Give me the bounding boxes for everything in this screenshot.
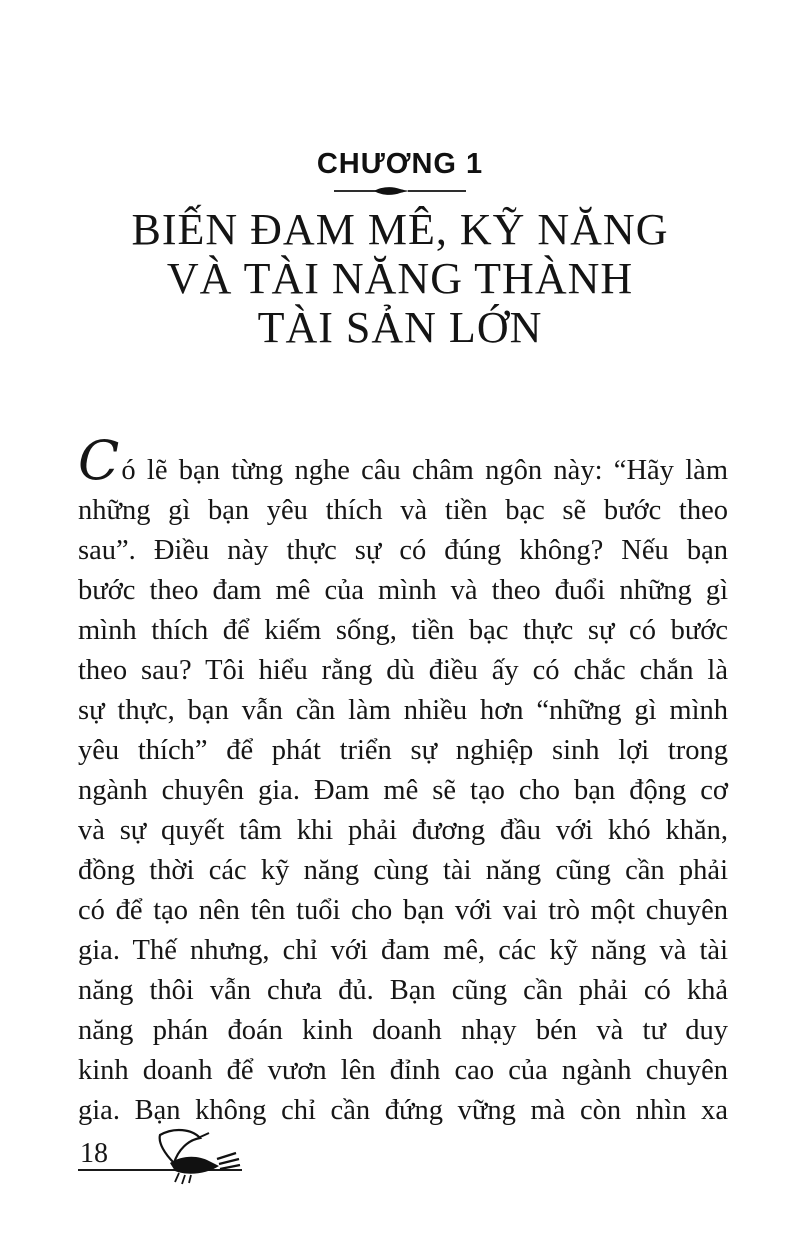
- body-line: bước theo đam mê của mình và theo đuổi những gì: [78, 575, 728, 606]
- chapter-title-line: BIẾN ĐAM MÊ, KỸ NĂNG: [131, 205, 669, 254]
- chapter-divider-icon: [334, 184, 466, 196]
- body-line: những gì bạn yêu thích và tiền bạc sẽ bước theo: [78, 495, 728, 526]
- body-line: gia. Bạn không chỉ cần đứng vững mà còn nhìn xa: [78, 1095, 728, 1126]
- body-line: có để tạo nên tên tuổi cho bạn với vai trò một chuyên: [78, 895, 728, 926]
- body-line: [78, 429, 728, 492]
- chapter-label: CHƯƠNG 1: [316, 148, 484, 180]
- chapter-title: [0, 205, 800, 352]
- bird-ornament-icon: [132, 1126, 244, 1186]
- page-footer: [78, 1126, 338, 1186]
- body-line: mình thích để kiếm sống, tiền bạc thực sự có bước: [78, 615, 728, 646]
- body-line: kinh doanh để vươn lên đỉnh cao của ngành chuyên: [78, 1055, 728, 1086]
- body-line: và sự quyết tâm khi phải đương đầu với khó khăn,: [78, 815, 728, 846]
- body-line: sau”. Điều này thực sự có đúng không? Nếu bạn: [78, 535, 728, 566]
- body-line: đồng thời các kỹ năng cùng tài năng cũng cần phải: [78, 855, 728, 886]
- page-number: 18: [80, 1138, 108, 1169]
- body-line: năng phán đoán kinh doanh nhạy bén và tư duy: [78, 1015, 728, 1046]
- body-line: ngành chuyên gia. Đam mê sẽ tạo cho bạn động cơ: [78, 775, 728, 806]
- body-line-text: ó lẽ bạn từng nghe câu châm ngôn này: “Hãy làm: [121, 455, 728, 486]
- chapter-title-line: TÀI SẢN LỚN: [257, 303, 543, 352]
- body-line: yêu thích” để phát triển sự nghiệp sinh lợi trong: [78, 735, 728, 766]
- body-line: năng thôi vẫn chưa đủ. Bạn cũng cần phải có khả: [78, 975, 728, 1006]
- body-text: [78, 429, 728, 1131]
- chapter-title-line: VÀ TÀI NĂNG THÀNH: [166, 254, 634, 303]
- body-line: sự thực, bạn vẫn cần làm nhiều hơn “những gì mình: [78, 695, 728, 726]
- body-line: theo sau? Tôi hiểu rằng dù điều ấy có chắc chắn là: [78, 655, 728, 686]
- body-line: gia. Thế nhưng, chỉ với đam mê, các kỹ năng và tài: [78, 935, 728, 966]
- dropcap-initial: C: [78, 429, 122, 492]
